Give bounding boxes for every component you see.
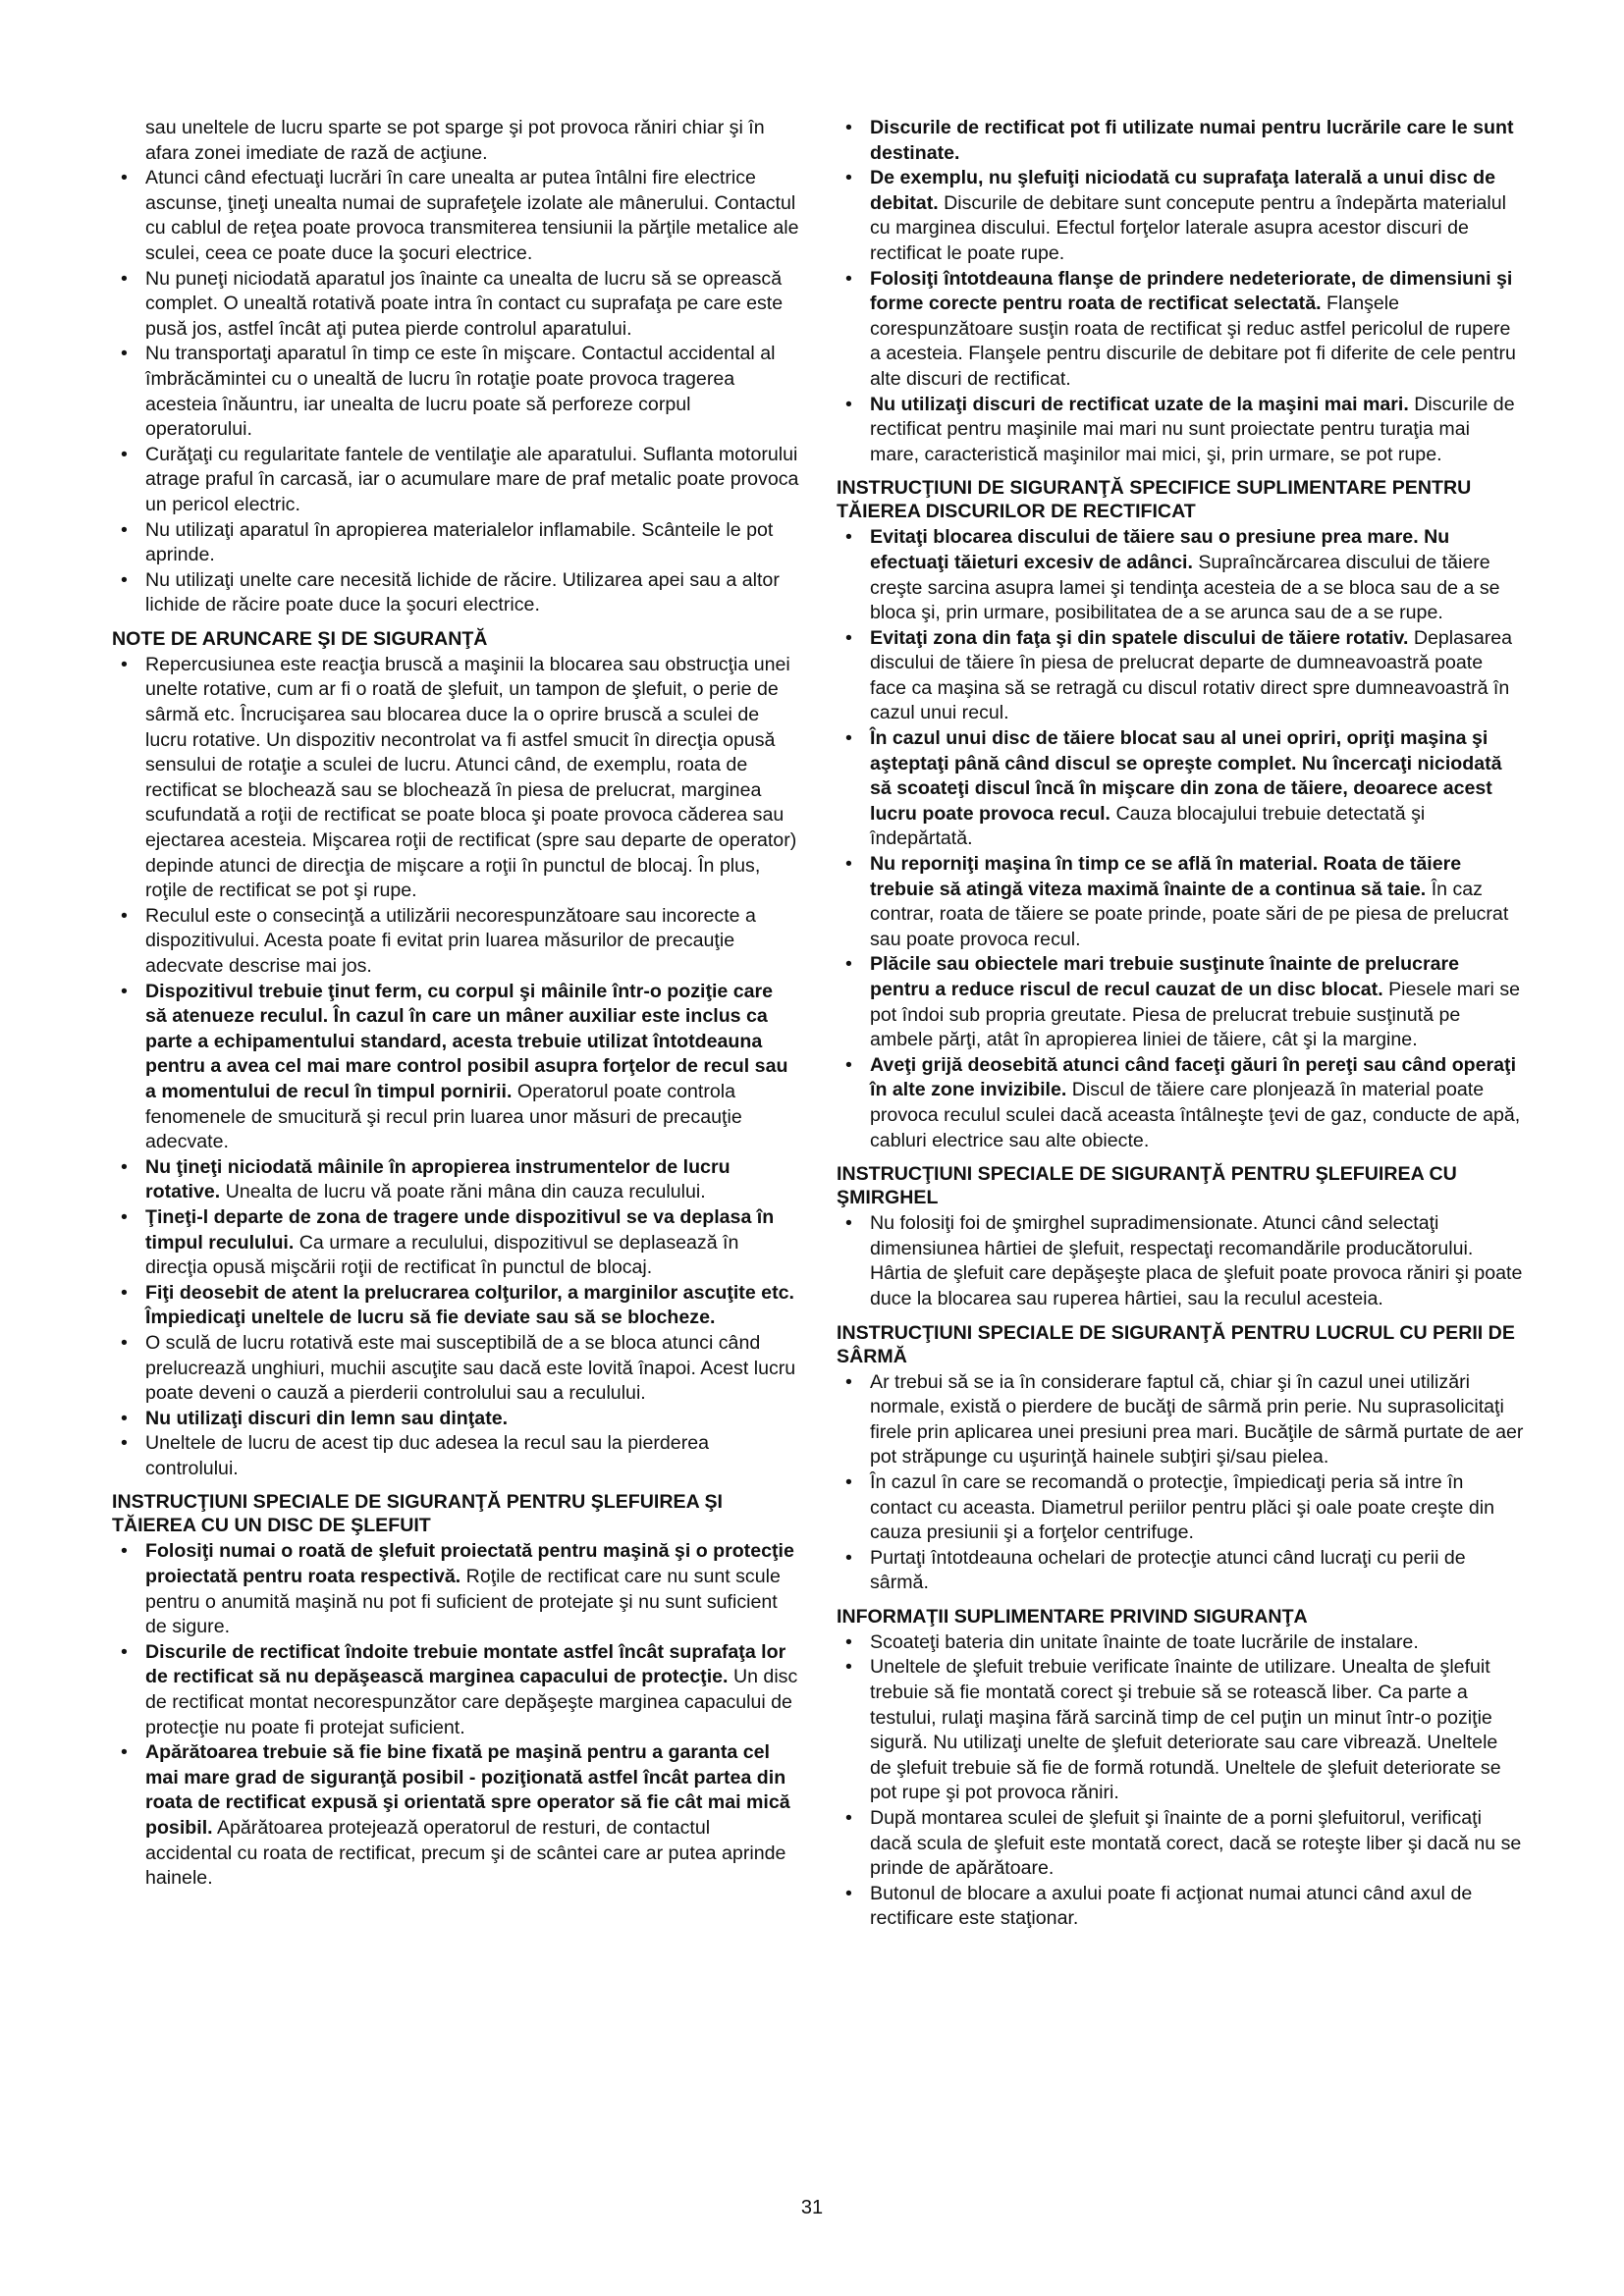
body-text: Operatorul poate controla fenomenele de smucitură şi recul prin luarea unor măsuri de precauţie adecvate.: [145, 1080, 742, 1153]
left-list-3: [112, 1539, 799, 1891]
bold-text: Nu utilizaţi discuri de rectificat uzate de la maşini mai mari.: [870, 393, 1409, 415]
bold-text: Evitaţi blocarea discului de tăiere sau o presiune prea mare. Nu efectuaţi tăieturi excesiv de adânci.: [870, 526, 1450, 573]
list-item: [837, 1211, 1524, 1311]
list-item: [112, 518, 799, 568]
body-text: În caz contrar, roata de tăiere se poate prinde, poate sări de pe piesa de prelucrat sau poate provoca recul.: [870, 878, 1509, 950]
list-item: [837, 1630, 1524, 1656]
list-item: [837, 1655, 1524, 1806]
list-item: [112, 568, 799, 618]
bold-text: Folosiţi numai o roată de şlefuit proiectată pentru maşină şi o protecţie proiectată pentru roata respectivă.: [145, 1540, 794, 1588]
section-heading: INSTRUCŢIUNI SPECIALE DE SIGURANŢĂ PENTRU ŞLEFUIREA CU ŞMIRGHEL: [837, 1163, 1457, 1209]
bold-text: Nu reporniţi maşina în timp ce se află în material. Roata de tăiere trebuie să atingă viteza maximă înainte de a continua să taie.: [870, 853, 1462, 900]
body-text: Un disc de rectificat montat necorespunzător care depăşeşte marginea capacului de protecţie nu poate fi protejat suficient.: [145, 1666, 798, 1738]
list-item: [112, 653, 799, 904]
list-item: [837, 626, 1524, 726]
body-text: Discul de tăiere care plonjează în material poate provoca reculul sculei dacă aceasta întâlneşte ţevi de gaz, conducte de apă, cabluri electrice sau alte obiecte.: [870, 1079, 1521, 1151]
body-text: Ca urmare a reculului, dispozitivul se deplasează în direcţia opusă mişcării roţii de rectificat în punctul de blocaj.: [145, 1231, 739, 1279]
body-text: Nu transportaţi aparatul în timp ce este în mişcare. Contactul accidental al îmbrăcămintei cu o unealtă de lucru în rotaţie poate provoca tragerea acesteia înăuntru, iar unealta de lucru poate să perforeze corpul operatorului.: [145, 343, 776, 441]
list-item: [837, 1470, 1524, 1546]
body-text: Apărătoarea protejează operatorul de resturi, de contactul accidental cu roata de rectificat, precum şi de scântei care ar putea aprinde hainele.: [145, 1817, 786, 1890]
list-item: [837, 116, 1524, 166]
list-item: [837, 166, 1524, 266]
right-list-3: [837, 1211, 1524, 1311]
list-item: [112, 1281, 799, 1331]
left-list-2: [112, 653, 799, 1482]
body-text: Uneltele de şlefuit trebuie verificate înainte de utilizare. Unealta de şlefuit trebuie să fie montată corect şi trebuie să se rotească liber. Ca parte a testului, rulaţi maşina fără sarcină timp de cel puţin un minut într-o poziţie sigură. Nu utilizaţi unelte de şlefuit deteriorate sau care vibrează. Uneltele de şlefuit trebuie să fie de formă rotundă. Uneltele de şlefuit deteriorate se pot rupe şi pot provoca răniri.: [870, 1656, 1501, 1804]
list-item: [112, 267, 799, 343]
right-list-5: [837, 1630, 1524, 1932]
list-item: [112, 166, 799, 266]
body-text: Deplasarea discului de tăiere în piesa de prelucrat departe de dumneavoastră poate face ca maşina să se retragă cu discul rotativ direct spre dumneavoastră în cazul unui recul.: [870, 626, 1513, 724]
body-text: Piesele mari se pot îndoi sub propria greutate. Piesa de prelucrat trebuie susţinută pe ambele părţi, atât în apropierea liniei de tăiere, cât şi la margine.: [870, 979, 1521, 1051]
body-text: Nu folosiţi foi de şmirghel supradimensionate. Atunci când selectaţi dimensiunea hârtiei de şlefuit, respectaţi recomandările producătorului. Hârtia de şlefuit care depăşeşte placa de şlefuit poate provoca răniri şi poate duce la blocarea sau ruperea hârtiei, sau la reculul acesteia.: [870, 1212, 1523, 1309]
section-heading: NOTE DE ARUNCARE ŞI DE SIGURANŢĂ: [112, 627, 488, 650]
right-list-1: [837, 116, 1524, 467]
list-item: [837, 267, 1524, 393]
body-text: Nu utilizaţi unelte care necesită lichide de răcire. Utilizarea apei sau a altor lichide de răcire poate duce la şocuri electrice.: [145, 568, 780, 616]
bold-text: De exemplu, nu şlefuiţi niciodată cu suprafaţa laterală a unui disc de debitat.: [870, 167, 1495, 214]
list-item: [837, 726, 1524, 852]
list-item: [112, 443, 799, 518]
list-item: [837, 525, 1524, 625]
body-text: Flanşele corespunzătoare susţin roata de rectificat şi reduc astfel pericolul de rupere a acesteia. Flanşele pentru discurile de debitare pot fi diferite de cele pentru alte discuri de rectificat.: [870, 293, 1516, 390]
body-text: O sculă de lucru rotativă este mai susceptibilă de a se bloca atunci când prelucrează unghiuri, muchii ascuţite sau dacă este lovită înapoi. Acest lucru poate deveni o cauză a pierderii controlului sau a reculului.: [145, 1331, 796, 1405]
body-text: Discurile de rectificat pentru maşinile mai mari nu sunt proiectate pentru turaţia mai mare, caracteristică maşinilor mai mici, şi, prin urmare, se pot rupe.: [870, 393, 1515, 465]
list-item: [837, 393, 1524, 468]
list-item: [837, 852, 1524, 952]
list-item: [112, 1431, 799, 1481]
bold-text: În cazul unui disc de tăiere blocat sau al unei opriri, opriţi maşina şi aşteptaţi până când discul se opreşte complet. Nu încercaţi niciodată să scoateţi discul încă în mişcare din zona de tăiere, deoarece acest lucru poate provoca recul.: [870, 727, 1502, 825]
list-item: [112, 1155, 799, 1205]
bold-text: Folosiţi întotdeauna flanşe de prindere nedeteriorate, de dimensiuni şi forme corecte pentru roata de rectificat selectată.: [870, 267, 1513, 315]
left-column: [112, 116, 799, 1892]
body-text: Reculul este o consecinţă a utilizării necorespunzătoare sau incorecte a dispozitivului. Acesta poate fi evitat prin luarea măsurilor de precauţie adecvate descrise mai jos.: [145, 904, 756, 977]
list-item: sau uneltele de lucru sparte se pot sparge şi pot provoca răniri chiar şi în afara zonei imediate de rază de acţiune.: [145, 117, 765, 164]
right-list-4: [837, 1370, 1524, 1596]
left-list-1: [112, 166, 799, 618]
list-item: [837, 1806, 1524, 1882]
list-item: [112, 1407, 799, 1432]
list-item: [112, 342, 799, 442]
list-item: [112, 1205, 799, 1281]
list-item: [112, 1539, 799, 1639]
body-text: Uneltele de lucru de acest tip duc adesea la recul sau la pierderea controlului.: [145, 1432, 710, 1479]
list-item: [112, 1640, 799, 1740]
body-text: Curăţaţi cu regularitate fantele de ventilaţie ale aparatului. Suflanta motorului atrage praful în carcasă, iar o acumulare mare de praf metalic poate provoca un pericol electric.: [145, 443, 799, 515]
list-item: [837, 952, 1524, 1052]
bold-text: Aveţi grijă deosebită atunci când faceţi găuri în pereţi sau când operaţi în alte zone invizibile.: [870, 1053, 1517, 1101]
bold-text: Apărătoarea trebuie să fie bine fixată pe maşină pentru a garanta cel mai mare grad de siguranţă posibil - poziţionată astfel încât partea din roata de rectificat expusă şi orientată spre operator să fie cât mai mică posibil.: [145, 1741, 790, 1839]
list-item: [112, 980, 799, 1155]
section-heading: INSTRUCŢIUNI DE SIGURANŢĂ SPECIFICE SUPLIMENTARE PENTRU TĂIEREA DISCURILOR DE RECTIFICAT: [837, 477, 1472, 523]
bold-text: Ţineţi-l departe de zona de tragere unde dispozitivul se va deplasa în timpul reculului.: [145, 1205, 775, 1254]
bold-text: Plăcile sau obiectele mari trebuie susţinute înainte de prelucrare pentru a reduce riscul de recul cauzat de un disc blocat.: [870, 953, 1460, 1000]
body-text: Cauza blocajului trebuie detectată şi îndepărtată.: [870, 802, 1426, 850]
body-text: Scoateţi bateria din unitate înainte de toate lucrările de instalare.: [870, 1630, 1419, 1653]
body-text: Supraîncărcarea discului de tăiere creşte sarcina asupra lamei şi tendinţa acesteia de a se bloca sau de a se bloca şi, prin urmare, posibilitatea de a se arunca sau de a se rupe.: [870, 551, 1500, 624]
body-text: Atunci când efectuaţi lucrări în care unealta ar putea întâlni fire electrice ascunse, ţineţi unealta numai de suprafeţele izolate ale mânerului. Contactul cu cablul de reţea poate provoca transmiterea tensiunii la părţile metalice ale sculei, ceea ce poate duce la şocuri electrice.: [145, 167, 799, 264]
body-text: Nu puneţi niciodată aparatul jos înainte ca unealta de lucru să se oprească complet. O unealtă rotativă poate intra în contact cu suprafaţa pe care este pusă jos, astfel încât aţi putea pierde controlul aparatului.: [145, 267, 784, 340]
body-text: După montarea sculei de şlefuit şi înainte de a porni şlefuitorul, verificaţi dacă scula de şlefuit este montată corect, dacă se roteşte liber şi dacă nu se prinde de apărătoare.: [870, 1807, 1522, 1880]
left-intro-list: [112, 116, 799, 166]
bold-text: Discurile de rectificat pot fi utilizate numai pentru lucrările care le sunt destinate.: [870, 117, 1514, 164]
body-text: Unealta de lucru vă poate răni mâna din cauza reculului.: [220, 1181, 706, 1203]
list-item: [837, 1546, 1524, 1596]
bold-text: Evitaţi zona din faţa şi din spatele discului de tăiere rotativ.: [870, 626, 1409, 649]
body-text: În cazul în care se recomandă o protecţie, împiedicaţi peria să intre în contact cu aceasta. Diametrul periilor pentru plăci şi oale poate creşte din cauza presiunii şi a forţelor centrifuge.: [870, 1470, 1495, 1544]
body-text: Roţile de rectificat care nu sunt scule pentru o anumită maşină nu pot fi suficient de protejate şi nu sunt suficient de sigure.: [145, 1566, 781, 1638]
bold-text: Dispozitivul trebuie ţinut ferm, cu corpul şi mâinile într-o poziţie care să atenueze reculul. În cazul în care un mâner auxiliar este inclus ca parte a echipamentului standard, acesta trebuie utilizat întotdeauna pentru a avea cel mai mare control posibil asupra forţelor de recul sau a momentului de recul în timpul pornirii.: [145, 980, 788, 1102]
list-item: [837, 1370, 1524, 1470]
list-item: [837, 1882, 1524, 1932]
section-heading: INSTRUCŢIUNI SPECIALE DE SIGURANŢĂ PENTRU ŞLEFUIREA ŞI TĂIEREA CU UN DISC DE ŞLEFUIT: [112, 1491, 723, 1537]
section-heading: INFORMAŢII SUPLIMENTARE PRIVIND SIGURANŢA: [837, 1605, 1308, 1628]
list-item: [837, 1053, 1524, 1153]
body-text: Purtaţi întotdeauna ochelari de protecţie atunci când lucraţi cu perii de sârmă.: [870, 1546, 1466, 1594]
bold-text: Discurile de rectificat îndoite trebuie montate astfel încât suprafaţa lor de rectificat să nu depăşească marginea capacului de protecţie.: [145, 1640, 786, 1688]
section-heading: INSTRUCŢIUNI SPECIALE DE SIGURANŢĂ PENTRU LUCRUL CU PERII DE SÂRMĂ: [837, 1321, 1515, 1367]
body-text: Nu utilizaţi aparatul în apropierea materialelor inflamabile. Scânteile le pot aprinde.: [145, 518, 774, 566]
bold-text: Nu ţineţi niciodată mâinile în apropierea instrumentelor de lucru rotative.: [145, 1155, 731, 1203]
list-item: [112, 904, 799, 980]
body-text: Discurile de debitare sunt concepute pentru a îndepărta materialul cu marginea discului. Efectul forţelor laterale asupra acestor discuri de rectificat le poate rupe.: [870, 191, 1507, 264]
body-text: Ar trebui să se ia în considerare faptul că, chiar şi în cazul unei utilizări normale, există o pierdere de bucăţi de sârmă prin perie. Nu suprasolicitaţi firele prin aplicarea unei presiuni prea mari. Bucăţile de sârmă purtate de aer pot străpunge cu uşurinţă hainele subţiri şi/sau pielea.: [870, 1370, 1524, 1468]
right-list-2: [837, 525, 1524, 1153]
list-item: [112, 1331, 799, 1407]
page-number: 31: [800, 2197, 824, 2218]
bold-text: Fiţi deosebit de atent la prelucrarea colţurilor, a marginilor ascuţite etc. Împiedicaţi uneltele de lucru să fie deviate sau să se blocheze.: [145, 1281, 794, 1329]
body-text: Repercusiunea este reacţia bruscă a maşinii la blocarea sau obstrucţia unei unelte rotative, cum ar fi o roată de şlefuit, un tampon de şlefuit, o perie de sârmă etc. Încrucişarea sau blocarea duce la o oprire bruscă a sculei de lucru rotative. Un dispozitiv necontrolat va fi astfel smucit în direcţia opusă sensului de rotaţie a sculei de lucru. Atunci când, de exemplu, roata de rectificat se blochează sau se blochează în piesa de prelucrat, marginea scufundată a roţii de rectificat se poate bloca şi poate provoca căderea sau ejectarea acesteia. Mişcarea roţii de rectificat (spre sau departe de operator) depinde atunci de direcţia de mişcare a roţii în punctul de blocaj. În plus, roţile de rectificat se pot şi rupe.: [145, 653, 797, 902]
right-column: [837, 116, 1524, 1932]
body-text: Butonul de blocare a axului poate fi acţionat numai atunci când axul de rectificare este staţionar.: [870, 1882, 1473, 1930]
list-item: [112, 1740, 799, 1892]
bold-text: Nu utilizaţi discuri din lemn sau dinţate.: [145, 1407, 509, 1429]
